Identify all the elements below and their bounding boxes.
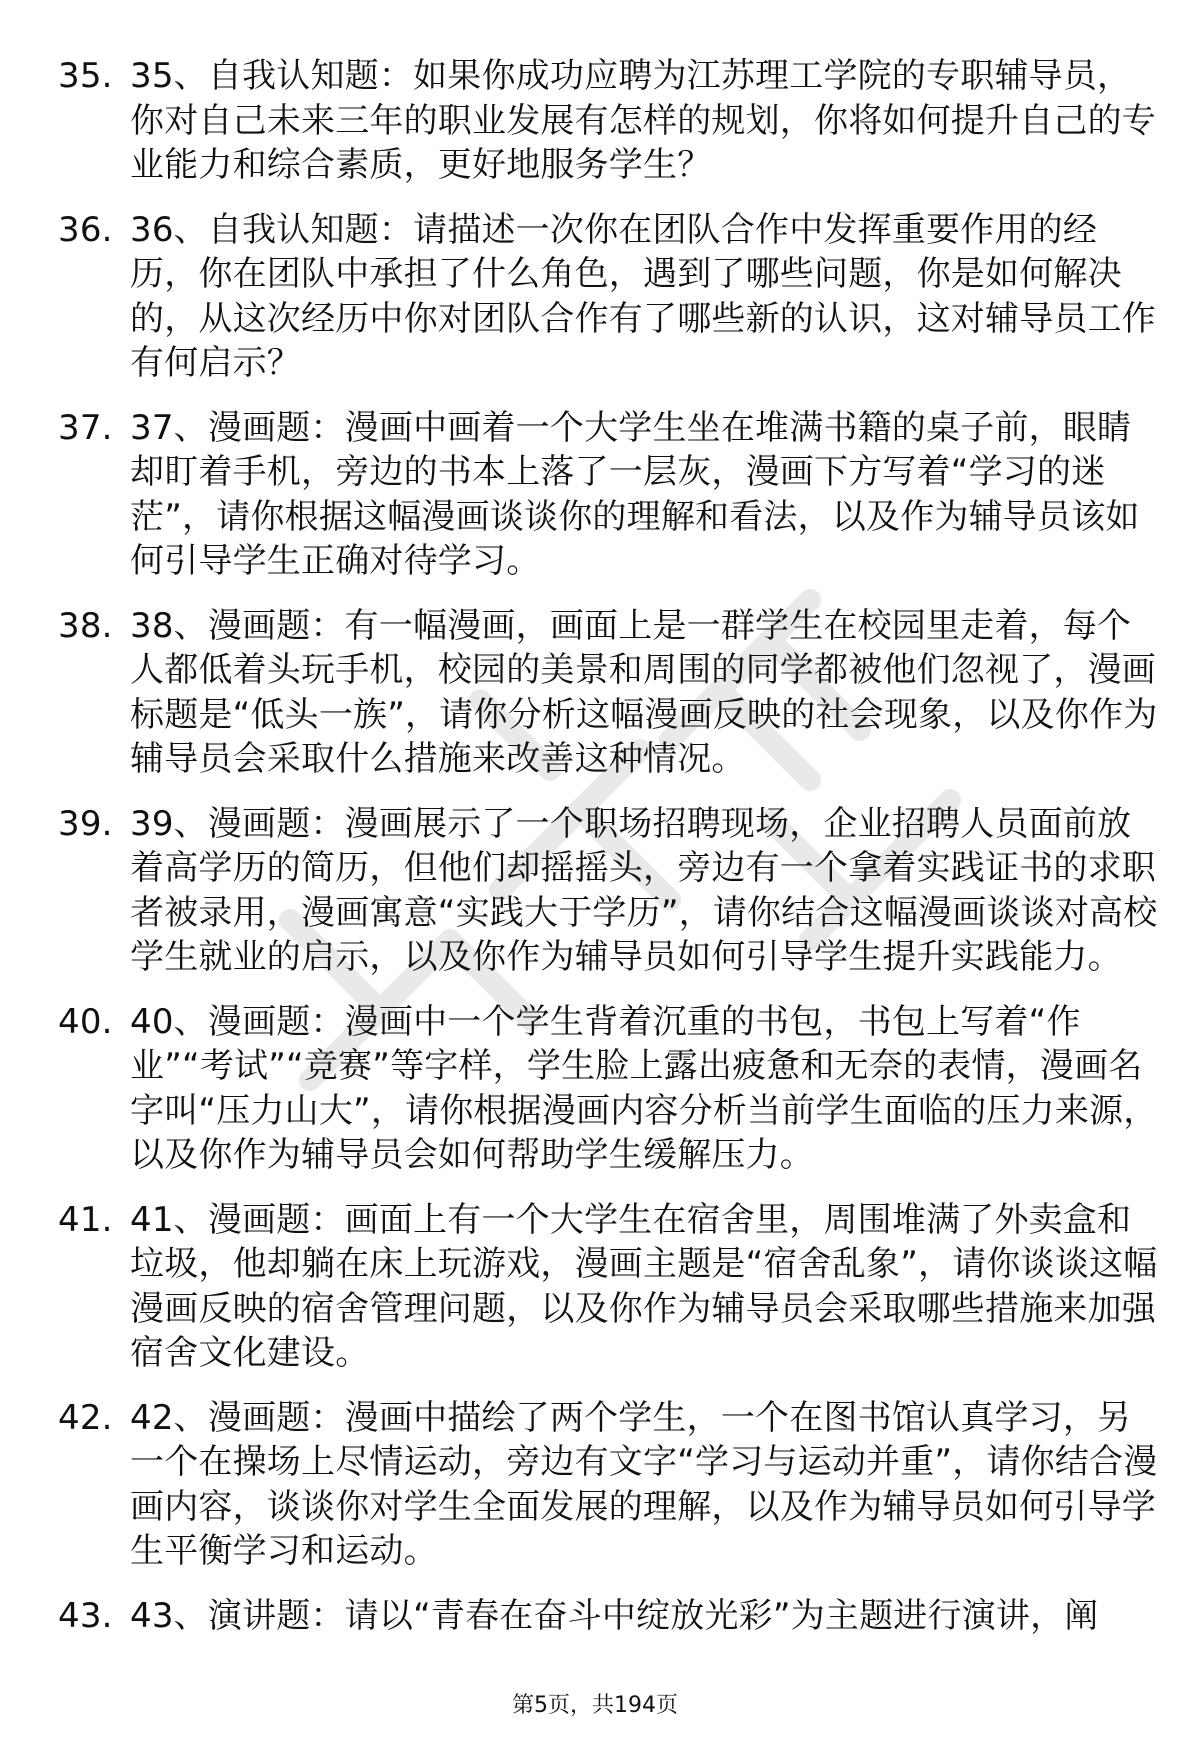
item-number: 35. (58, 56, 113, 96)
item-number: 40. (58, 1001, 113, 1042)
list-item (58, 54, 1158, 188)
list-item (58, 406, 1158, 584)
item-text: 36、自我认知题：请描述一次你在团队合作中发挥重要作用的经历，你在团队中承担了什么角色，遇到了哪些问题，你是如何解决的，从这次经历中你对团队合作有了哪些新的认识，这对辅导员工作有何启示？ (130, 209, 1156, 383)
item-text: 40、漫画题：漫画中一个学生背着沉重的书包，书包上写着“作业”“考试”“竞赛”等字样，学生脸上露出疲惫和无奈的表情，漫画名字叫“压力山大”，请你根据漫画内容分析当前学生面临的压力来源，以及你作为辅导员会如何帮助学生缓解压力。 (130, 1001, 1158, 1175)
item-number: 41. (58, 1199, 113, 1240)
list-item (58, 802, 1158, 980)
question-list (58, 54, 1158, 1658)
list-item (58, 208, 1158, 386)
item-number: 36. (58, 209, 113, 250)
list-item (58, 1000, 1158, 1178)
item-text: 39、漫画题：漫画展示了一个职场招聘现场，企业招聘人员面前放着高学历的简历，但他们却摇摇头，旁边有一个拿着实践证书的求职者被录用，漫画寓意“实践大于学历”，请你结合这幅漫画谈谈对高校学生就业的启示，以及你作为辅导员如何引导学生提升实践能力。 (130, 803, 1158, 977)
page-footer: 第5页，共194页 (512, 1693, 678, 1718)
list-item (58, 604, 1158, 782)
list-item (58, 1198, 1158, 1376)
item-text: 43、演讲题：请以“青春在奋斗中绽放光彩”为主题进行演讲，阐 (130, 1595, 1099, 1636)
list-item (58, 1396, 1158, 1574)
item-text: 35、自我认知题：如果你成功应聘为江苏理工学院的专职辅导员，你对自己未来三年的职业发展有怎样的规划，你将如何提升自己的专业能力和综合素质，更好地服务学生？ (130, 56, 1156, 185)
item-number: 37. (58, 407, 113, 448)
item-number: 39. (58, 803, 113, 844)
item-number: 43. (58, 1595, 113, 1636)
item-text: 42、漫画题：漫画中描绘了两个学生，一个在图书馆认真学习，另一个在操场上尽情运动，旁边有文字“学习与运动并重”，请你结合漫画内容，谈谈你对学生全面发展的理解，以及作为辅导员如何引导学生平衡学习和运动。 (130, 1397, 1158, 1571)
item-text: 37、漫画题：漫画中画着一个大学生坐在堆满书籍的桌子前，眼睛却盯着手机，旁边的书本上落了一层灰，漫画下方写着“学习的迷茫”，请你根据这幅漫画谈谈你的理解和看法，以及作为辅导员该如何引导学生正确对待学习。 (130, 407, 1140, 581)
item-number: 42. (58, 1397, 113, 1438)
item-text: 41、漫画题：画面上有一个大学生在宿舍里，周围堆满了外卖盒和垃圾，他却躺在床上玩游戏，漫画主题是“宿舍乱象”，请你谈谈这幅漫画反映的宿舍管理问题，以及你作为辅导员会采取哪些措施来加强宿舍文化建设。 (130, 1199, 1158, 1373)
item-number: 38. (58, 605, 113, 646)
item-text: 38、漫画题：有一幅漫画，画面上是一群学生在校园里走着，每个人都低着头玩手机，校园的美景和周围的同学都被他们忽视了，漫画标题是“低头一族”，请你分析这幅漫画反映的社会现象，以及你作为辅导员会采取什么措施来改善这种情况。 (130, 605, 1158, 779)
list-item (58, 1594, 1158, 1639)
